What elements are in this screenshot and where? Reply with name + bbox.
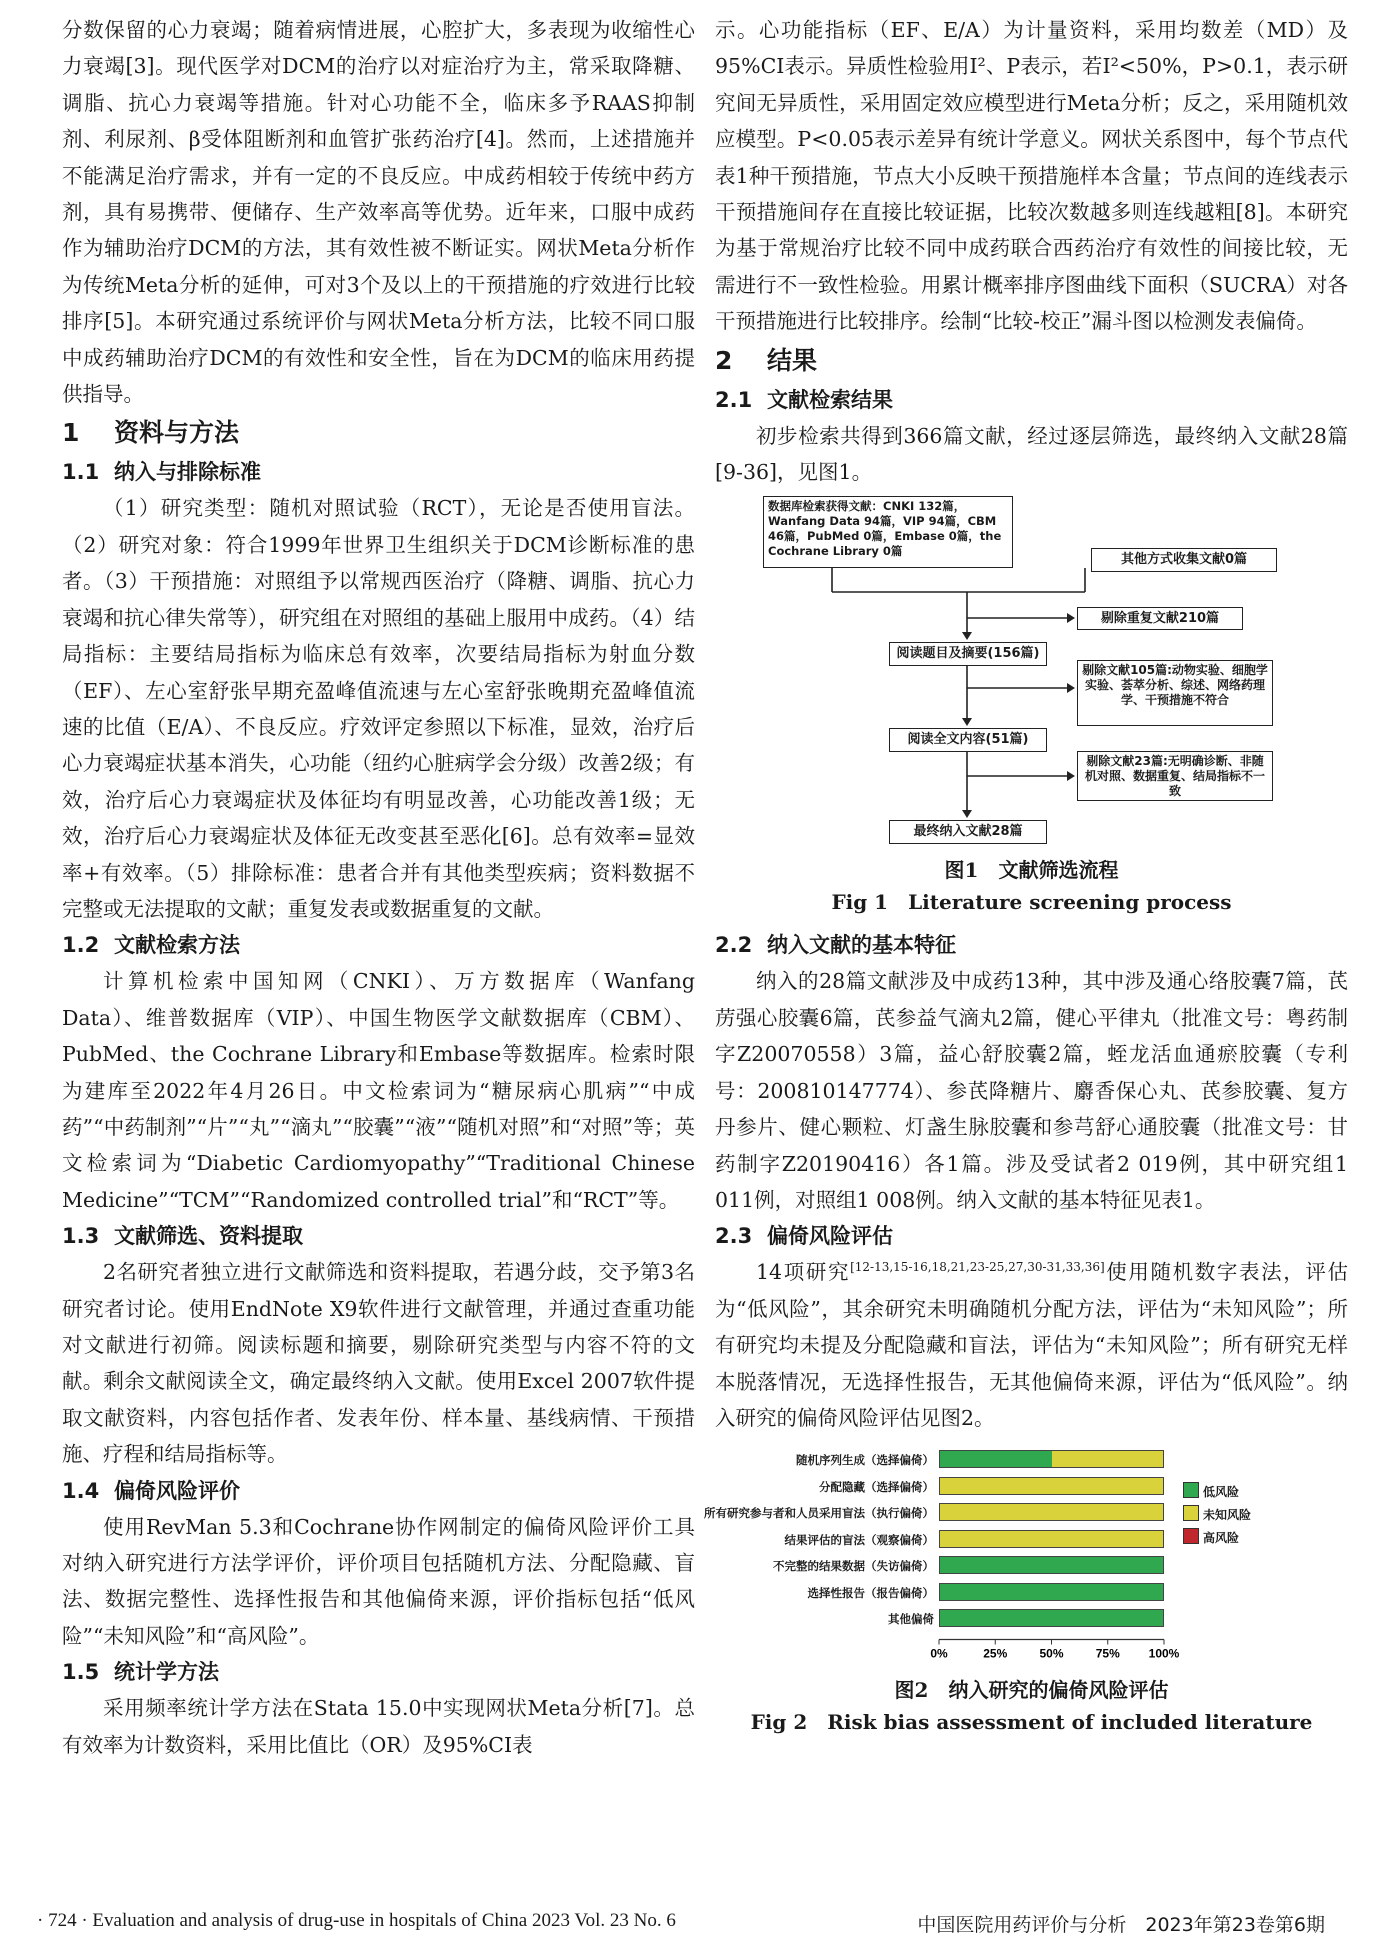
legend-swatch: [1183, 1482, 1199, 1498]
bias-row-label: 不完整的结果数据（失访偏倚）: [773, 1559, 934, 1574]
section-heading-2: 2 结果: [715, 345, 818, 375]
flow-box-exclusion-105: 剔除文献105篇:动物实验、细胞学实验、荟萃分析、综述、网络药理学、干预措施不符合: [1077, 660, 1273, 726]
bias-row-label: 结果评估的盲法（观察偏倚）: [784, 1532, 934, 1547]
paragraph-bias: 使用RevMan 5.3和Cochrane协作网制定的偏倚风险评价工具对纳入研究进行方法学评价，评价项目包括随机方法、分配隐藏、盲法、数据完整性、选择性报告和其他偏倚来源，评价指标包括“低风险”“未知风险”和“高风险”。: [62, 1514, 695, 1648]
footer-journal-cn: 中国医院用药评价与分析 2023年第23卷第6期: [917, 1914, 1325, 1936]
figure-2-caption-cn: 图2 纳入研究的偏倚风险评估: [894, 1678, 1169, 1703]
section-heading-1: 1 资料与方法: [62, 418, 240, 448]
flow-box-exclusion-23: 剔除文献23篇:无明确诊断、非随机对照、数据重复、结局指标不一致: [1077, 751, 1273, 801]
bias-chart-axis: [715, 1444, 1348, 1674]
paragraph-bias-results: 14项研究[12-13,15-16,18,21,23-25,27,30-31,33,36]使用随机数字表法，评估为“低风险”，其余研究未明确随机分配方法，评估为“未知风险”；所有研究均未提及分配隐藏和盲法，评估为“未知风险”；所有研究无样本脱落情况，无选择性报告，无其他偏倚来源，评估为“低风险”。纳入研究的偏倚风险评估见图2。: [715, 1260, 1349, 1430]
figure-1-caption-en: Fig 1 Literature screening process: [831, 890, 1232, 915]
left-column: [62, 12, 695, 1763]
bias-chart-legend: [1183, 1482, 1251, 1551]
paragraph-characteristics: 纳入的28篇文献涉及中成药13种，其中涉及通心络胶囊7篇，芪苈强心胶囊6篇，芪参益气滴丸2篇，健心平律丸（批准文号：粤药制字Z20070558）3篇，益心舒胶囊2篇，蛭龙活血通瘀胶囊（专利号：200810147774）、参芪降糖片、麝香保心丸、芪参胶囊、复方丹参片、健心颗粒、灯盏生脉胶囊和参芎舒心通胶囊（批准文号：甘药制字Z20190416）各1篇。涉及受试者2 019例，其中研究组1 011例，对照组1 008例。纳入文献的基本特征见表1。: [715, 969, 1348, 1212]
paragraph-intro-end: 分数保留的心力衰竭；随着病情进展，心腔扩大，多表现为收缩性心力衰竭[3]。现代医学对DCM的治疗以对症治疗为主，常采取降糖、调脂、抗心力衰竭等措施。针对心功能不全，临床多予RAAS抑制剂、利尿剂、β受体阻断剂和血管扩张药治疗[4]。然而，上述措施并不能满足治疗需求，并有一定的不良反应。中成药相较于传统中药方剂，具有易携带、便储存、生产效率高等优势。近年来，口服中成药作为辅助治疗DCM的方法，其有效性被不断证实。网状Meta分析作为传统Meta分析的延伸，可对3个及以上的干预措施的疗效进行比较排序[5]。本研究通过系统评价与网状Meta分析方法，比较不同口服中成药辅助治疗DCM的有效性和安全性，旨在为DCM的临床用药提供指导。: [62, 18, 695, 407]
subsection-1-3: 1.3 文献筛选、资料提取: [62, 1224, 303, 1249]
flow-box-database-search: 数据库检索获得文献：CNKI 132篇，Wanfang Data 94篇，VIP 94篇，CBM 46篇，PubMed 0篇，Embase 0篇，the Cochrane Library 0篇: [763, 496, 1013, 568]
bias-axis-tick-label: 75%: [1095, 1646, 1120, 1661]
legend-swatch: [1183, 1505, 1199, 1521]
paragraph-stats-cont: 示。心功能指标（EF、E/A）为计量资料，采用均数差（MD）及95%CI表示。异质性检验用I²、P表示，若I²<50%，P>0.1，表示研究间无异质性，采用固定效应模型进行Meta分析；反之，采用随机效应模型。P<0.05表示差异有统计学意义。网状关系图中，每个节点代表1种干预措施，节点大小反映干预措施样本含量；节点间的连线表示干预措施间存在直接比较证据，比较次数越多则连线越粗[8]。本研究为基于常规治疗比较不同中成药联合西药治疗有效性的间接比较，无需进行不一致性检验。用累计概率排序图曲线下面积（SUCRA）对各干预措施进行比较排序。绘制“比较-校正”漏斗图以检测发表偏倚。: [715, 18, 1348, 334]
bias-row-label: 其他偏倚: [888, 1612, 934, 1627]
flow-box-final-included: 最终纳入文献28篇: [889, 820, 1047, 844]
figure-1-caption-cn: 图1 文献筛选流程: [944, 858, 1119, 883]
right-column: [704, 12, 1349, 1738]
legend-label: 高风险: [1203, 1531, 1240, 1546]
legend-item: [1183, 1505, 1251, 1528]
flow-box-title-abstract: 阅读题目及摘要(156篇): [889, 642, 1047, 666]
paragraph-screening: 2名研究者独立进行文献筛选和资料提取，若遇分歧，交予第3名研究者讨论。使用EndNote X9软件进行文献管理，并通过查重功能对文献进行初筛。阅读标题和摘要，剔除研究类型与内容不符的文献。剩余文献阅读全文，确定最终纳入文献。使用Excel 2007软件提取文献资料，内容包括作者、发表年份、样本量、基线病情、干预措施、疗程和结局指标等。: [62, 1260, 695, 1467]
subsection-1-2: 1.2 文献检索方法: [62, 933, 240, 958]
bias-row-label: 分配隐藏（选择偏倚）: [819, 1479, 934, 1494]
subsection-2-1: 2.1 文献检索结果: [715, 387, 893, 412]
figure-1-flowchart: [715, 496, 1348, 923]
subsection-2-2: 2.2 纳入文献的基本特征: [715, 933, 956, 958]
paragraph-search-results: 初步检索共得到366篇文献，经过逐层筛选，最终纳入文献28篇[9-36]，见图1。: [715, 423, 1348, 485]
paragraph-stats: 采用频率统计学方法在Stata 15.0中实现网状Meta分析[7]。总有效率为计数资料，采用比值比（OR）及95%CI表: [62, 1696, 695, 1757]
bias-axis-tick-label: 100%: [1148, 1646, 1180, 1661]
bias-row-label: 选择性报告（报告偏倚）: [807, 1585, 934, 1600]
paragraph-search: 计算机检索中国知网（CNKI）、万方数据库（Wanfang Data）、维普数据库（VIP）、中国生物医学文献数据库（CBM）、PubMed、the Cochrane Library和Embase等数据库。检索时限为建库至2022年4月26日。中文检索词为“糖尿病心肌病”“中成药”“中药制剂”“片”“丸”“滴丸”“胶囊”“液”“随机对照”和“对照”等；英文检索词为“Diabetic Cardiomyopathy”“Traditional Chinese Medicine”“TCM”“Randomized controlled trial”和“RCT”等。: [62, 969, 695, 1212]
footer-journal-en: · 724 · Evaluation and analysis of drug-use in hospitals of China 2023 Vol. 23 No. 6: [37, 1910, 676, 1931]
legend-swatch: [1183, 1528, 1199, 1544]
subsection-1-5: 1.5 统计学方法: [62, 1660, 219, 1685]
bias-row-label: 所有研究参与者和人员采用盲法（执行偏倚）: [704, 1506, 934, 1521]
subsection-1-1: 1.1 纳入与排除标准: [62, 460, 261, 485]
legend-label: 未知风险: [1203, 1508, 1252, 1523]
figure-1-caption: [715, 854, 1348, 918]
figure-2-caption-en: Fig 2 Risk bias assessment of included literature: [750, 1710, 1313, 1735]
legend-item: [1183, 1528, 1251, 1551]
bias-axis-tick-label: 50%: [1039, 1646, 1064, 1661]
flow-box-full-text: 阅读全文内容(51篇): [889, 728, 1047, 752]
flow-box-duplicates: 剔除重复文献210篇: [1077, 607, 1243, 630]
bias-row-label: 随机序列生成（选择偏倚）: [796, 1453, 934, 1468]
subsection-1-4: 1.4 偏倚风险评价: [62, 1478, 240, 1503]
figure-2-bias-chart: [704, 1444, 1348, 1674]
bias-axis-tick-label: 0%: [930, 1646, 948, 1661]
legend-label: 低风险: [1203, 1485, 1240, 1500]
legend-item: [1183, 1482, 1251, 1505]
bias-axis-tick-label: 25%: [983, 1646, 1008, 1661]
paragraph-criteria: （1）研究类型：随机对照试验（RCT），无论是否使用盲法。（2）研究对象：符合1999年世界卫生组织关于DCM诊断标准的患者。（3）干预措施：对照组予以常规西医治疗（降糖、调脂、抗心力衰竭和抗心律失常等），研究组在对照组的基础上服用中成药。（4）结局指标：主要结局指标为临床总有效率，次要结局指标为射血分数（EF）、左心室舒张早期充盈峰值流速与左心室舒张晚期充盈峰值流速的比值（E/A）、不良反应。疗效评定参照以下标准，显效，治疗后心力衰竭症状基本消失，心功能（纽约心脏病学会分级）改善2级；有效，治疗后心力衰竭症状及体征均有明显改善，心功能改善1级；无效，治疗后心力衰竭症状及体征无改变甚至恶化[6]。总有效率=显效率+有效率。（5）排除标准：患者合并有其他类型疾病；资料数据不完整或无法提取的文献；重复发表或数据重复的文献。: [62, 496, 695, 921]
flow-box-other-sources: 其他方式收集文献0篇: [1091, 548, 1277, 572]
subsection-2-3: 2.3 偏倚风险评估: [715, 1224, 893, 1249]
